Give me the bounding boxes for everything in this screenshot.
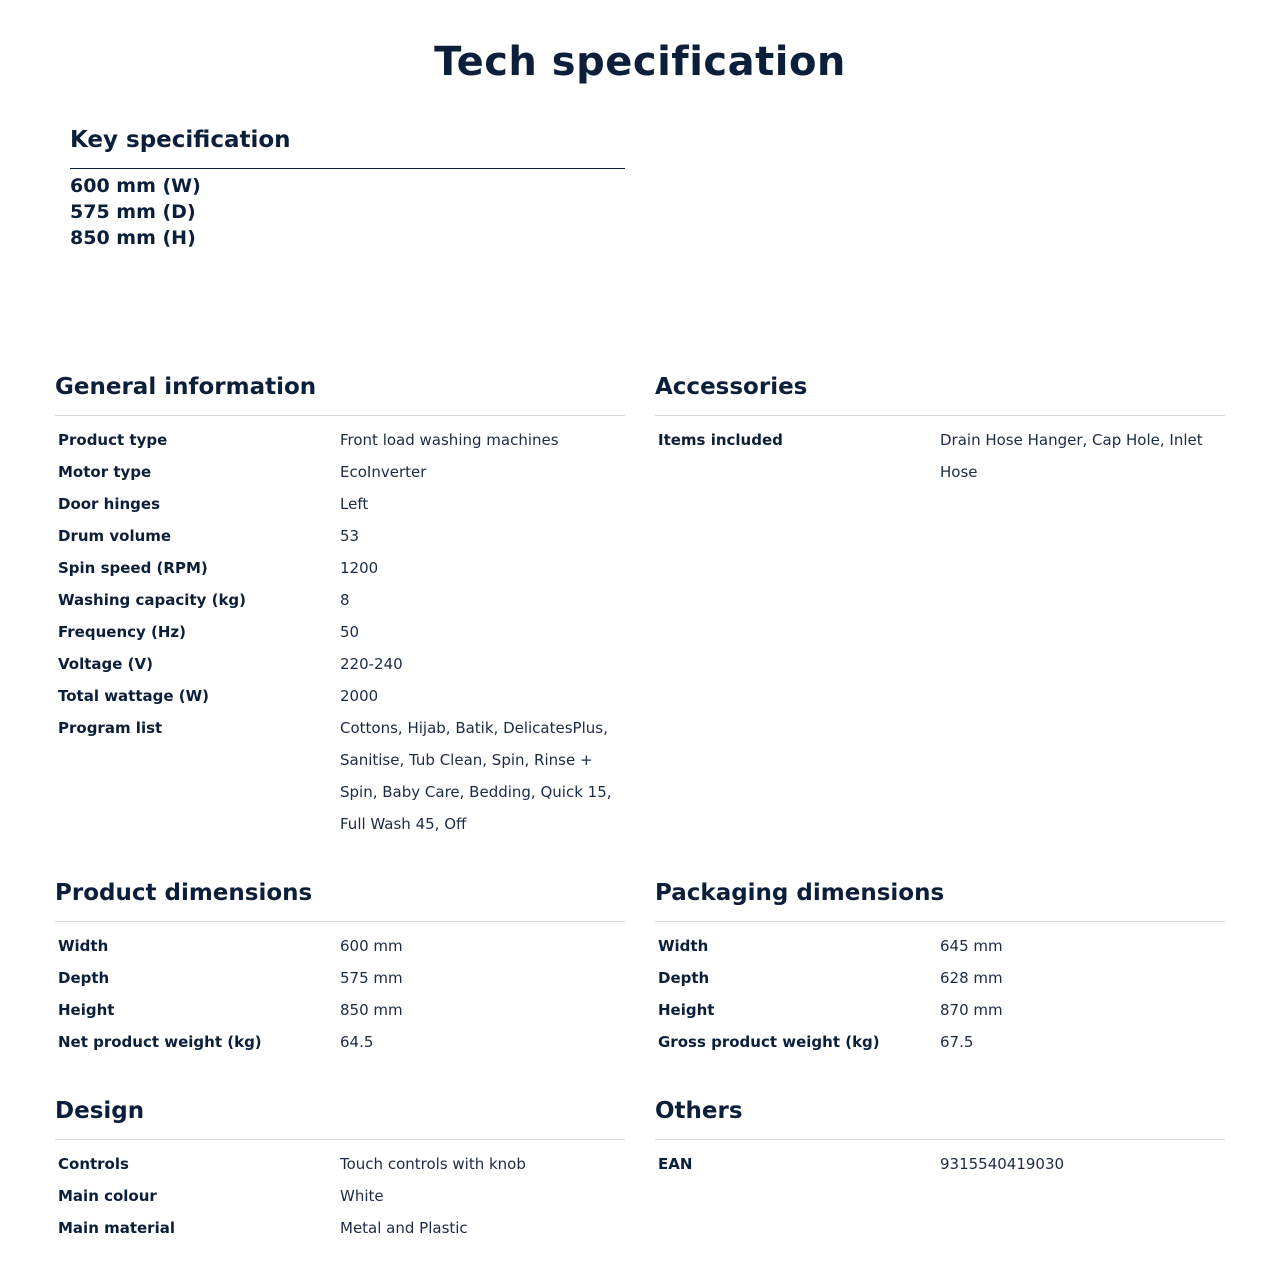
spec-label: Gross product weight (kg): [658, 1033, 880, 1051]
section-heading: Product dimensions: [55, 877, 625, 922]
spec-row: [55, 552, 625, 584]
spec-value: 64.5: [340, 1033, 374, 1051]
spec-row: [55, 994, 625, 1026]
spec-label: Items included: [658, 431, 783, 449]
spec-row: [55, 1212, 625, 1244]
spec-value: Touch controls with knob: [340, 1155, 526, 1173]
spec-row: [655, 930, 1225, 962]
spec-value: 8: [340, 591, 350, 609]
spec-value: 1200: [340, 559, 379, 577]
key-dimension-depth: 575 mm (D): [70, 201, 196, 223]
spec-value: Front load washing machines: [340, 431, 559, 449]
spec-label: Height: [58, 1001, 115, 1019]
spec-value: EcoInverter: [340, 463, 427, 481]
spec-row: [55, 680, 625, 712]
spec-value: 850 mm: [340, 1001, 403, 1019]
section-heading: Design: [55, 1095, 625, 1140]
accessories-section: [655, 371, 1225, 488]
spec-label: Door hinges: [58, 495, 161, 513]
spec-value: Left: [340, 495, 369, 513]
spec-row: [655, 1148, 1225, 1180]
others-section: [655, 1095, 1225, 1180]
general-information-section: [55, 371, 625, 840]
spec-value: Metal and Plastic: [340, 1219, 468, 1237]
key-specification: [70, 124, 625, 251]
packaging-dimensions-section: [655, 877, 1225, 1058]
page-title: Tech specification: [434, 39, 846, 85]
key-specification-heading: Key specification: [70, 124, 625, 169]
spec-label: Total wattage (W): [58, 687, 210, 705]
spec-row: [55, 648, 625, 680]
spec-label: Depth: [58, 969, 110, 987]
spec-value: 600 mm: [340, 937, 403, 955]
spec-label: Motor type: [58, 463, 152, 481]
spec-row: [655, 962, 1225, 994]
spec-row: [55, 962, 625, 994]
spec-label: Voltage (V): [58, 655, 153, 673]
spec-value: 220-240: [340, 655, 403, 673]
spec-row: [55, 930, 625, 962]
spec-label: EAN: [658, 1155, 693, 1173]
spec-row: [55, 712, 625, 840]
spec-label: Depth: [658, 969, 710, 987]
spec-row: [55, 1026, 625, 1058]
section-heading: Others: [655, 1095, 1225, 1140]
spec-value: 9315540419030: [940, 1155, 1065, 1173]
product-dimensions-section: [55, 877, 625, 1058]
spec-value: 645 mm: [940, 937, 1003, 955]
spec-row: [655, 994, 1225, 1026]
spec-value: Cottons, Hijab, Batik, DelicatesPlus, Sanitise, Tub Clean, Spin, Rinse + Spin, Baby Care, Bedding, Quick 15, Full Wash 45, Off: [340, 719, 612, 833]
spec-table: [55, 416, 625, 840]
section-heading: Packaging dimensions: [655, 877, 1225, 922]
spec-table: [655, 922, 1225, 1058]
spec-label: Main colour: [58, 1187, 157, 1205]
spec-row: [55, 456, 625, 488]
spec-value: 67.5: [940, 1033, 974, 1051]
spec-value: 575 mm: [340, 969, 403, 987]
spec-row: [55, 1180, 625, 1212]
spec-table: [55, 1140, 625, 1244]
spec-row: [55, 616, 625, 648]
spec-label: Washing capacity (kg): [58, 591, 247, 609]
spec-label: Net product weight (kg): [58, 1033, 262, 1051]
spec-label: Width: [658, 937, 709, 955]
spec-label: Spin speed (RPM): [58, 559, 208, 577]
spec-table: [655, 416, 1225, 488]
key-dimension-width: 600 mm (W): [70, 175, 201, 197]
spec-row: [655, 1026, 1225, 1058]
section-heading: Accessories: [655, 371, 1225, 416]
spec-label: Program list: [58, 719, 163, 737]
spec-row: [655, 424, 1225, 488]
spec-row: [55, 520, 625, 552]
spec-row: [55, 1148, 625, 1180]
spec-row: [55, 424, 625, 456]
spec-value: 2000: [340, 687, 379, 705]
spec-value: White: [340, 1187, 384, 1205]
spec-row: [55, 584, 625, 616]
spec-table: [55, 922, 625, 1058]
key-dimension-height: 850 mm (H): [70, 227, 196, 249]
spec-label: Height: [658, 1001, 715, 1019]
key-dimensions: [70, 173, 625, 251]
spec-row: [55, 488, 625, 520]
section-heading: General information: [55, 371, 625, 416]
spec-label: Controls: [58, 1155, 129, 1173]
spec-label: Product type: [58, 431, 168, 449]
spec-label: Frequency (Hz): [58, 623, 187, 641]
spec-value: 628 mm: [940, 969, 1003, 987]
design-section: [55, 1095, 625, 1244]
spec-value: 53: [340, 527, 360, 545]
spec-label: Main material: [58, 1219, 175, 1237]
spec-label: Width: [58, 937, 109, 955]
spec-value: 870 mm: [940, 1001, 1003, 1019]
spec-table: [655, 1140, 1225, 1180]
spec-value: Drain Hose Hanger, Cap Hole, Inlet Hose: [940, 431, 1203, 481]
spec-value: 50: [340, 623, 360, 641]
spec-label: Drum volume: [58, 527, 172, 545]
